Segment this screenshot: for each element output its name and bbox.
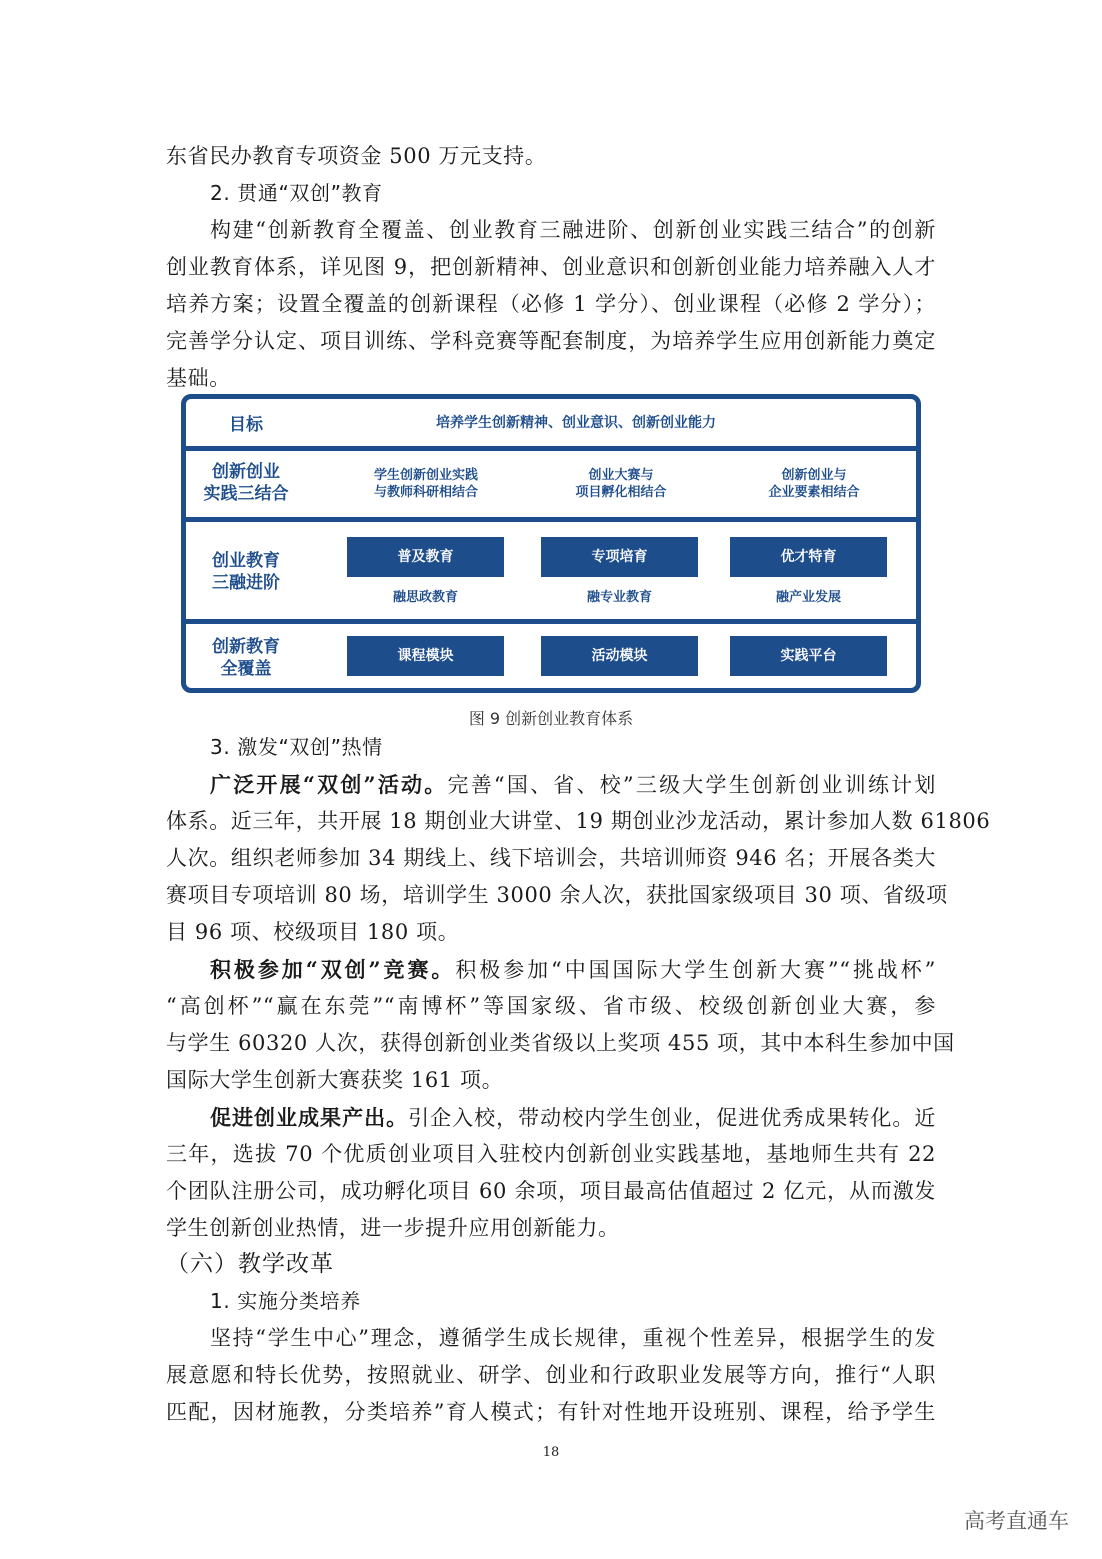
diagram-row-innovation	[186, 624, 916, 688]
para-line: 体系。近三年，共开展 18 期创业大讲堂、19 期创业沙龙活动，累计参加人数 61806	[166, 809, 991, 833]
practice-line: 创业大赛与	[588, 468, 654, 483]
para-line: 构建“创新教育全覆盖、创业教育三融进阶、创新创业实践三结合”的创新	[210, 218, 936, 242]
diagram-row-practice	[186, 451, 916, 522]
para-line: 个团队注册公司，成功孵化项目 60 余项，项目最高估值超过 2 亿元，从而激发	[166, 1179, 936, 1203]
diagram-row-goal	[186, 399, 916, 451]
lead-phrase: 促进创业成果产出。	[210, 1105, 409, 1130]
label-line: 创新创业	[212, 462, 280, 482]
lead-phrase: 广泛开展“双创”活动。	[210, 772, 448, 797]
module-box: 课程模块	[347, 636, 504, 676]
integration-text: 融思政教育	[392, 590, 458, 605]
level-box: 专项培育	[541, 537, 698, 577]
row-label-practice	[186, 461, 306, 505]
label-line: 创新教育	[212, 637, 280, 657]
lead-phrase: 积极参加“双创”竞赛。	[210, 957, 456, 982]
para-line: 基础。	[166, 366, 231, 390]
para-line: 坚持“学生中心”理念，遵循学生成长规律，重视个性差异，根据学生的发	[210, 1326, 936, 1350]
education-system-diagram	[181, 394, 921, 693]
practice-line: 创新创业与	[781, 468, 847, 483]
label-line: 实践三结合	[203, 484, 289, 504]
para-line: 展意愿和特长优势，按照就业、研学、创业和行政职业发展等方向，推行“人职	[166, 1363, 936, 1387]
para-line	[210, 951, 936, 989]
practice-item	[541, 467, 701, 501]
para-line: 国际大学生创新大赛获奖 161 项。	[166, 1068, 504, 1092]
para-line: “高创杯”“赢在东莞”“南博杯”等国家级、省市级、校级创新创业大赛，参	[166, 994, 936, 1018]
para-line: 东省民办教育专项资金 500 万元支持。	[166, 144, 547, 168]
para-line: 完善学分认定、项目训练、学科竞赛等配套制度，为培养学生应用创新能力奠定	[166, 329, 936, 353]
page-number: 18	[542, 1445, 560, 1460]
practice-line: 项目孵化相结合	[575, 485, 667, 500]
section-heading-six: （六）教学改革	[166, 1251, 334, 1277]
figure-caption: 图 9 创新创业教育体系	[468, 709, 634, 728]
practice-line: 企业要素相结合	[768, 485, 860, 500]
section-heading-3: 3. 激发“双创”热情	[210, 735, 383, 759]
para-line: 三年，选拔 70 个优质创业项目入驻校内创新创业实践基地，基地师生共有 22	[166, 1142, 936, 1166]
module-box: 实践平台	[730, 636, 887, 676]
goal-text: 培养学生创新精神、创业意识、创新创业能力	[436, 415, 716, 431]
practice-item	[734, 467, 894, 501]
para-line: 人次。组织老师参加 34 期线上、线下培训会，共培训师资 946 名；开展各类大	[166, 846, 936, 870]
row-label-entrepreneurship	[186, 550, 306, 594]
para-line: 培养方案；设置全覆盖的创新课程（必修 1 学分）、创业课程（必修 2 学分）；	[166, 292, 936, 316]
level-box: 普及教育	[347, 537, 504, 577]
diagram-row-entrepreneurship	[186, 522, 916, 624]
practice-line: 与教师科研相结合	[373, 485, 478, 500]
para-line: 匹配，因材施教，分类培养”育人模式；有针对性地开设班别、课程，给予学生	[166, 1400, 936, 1424]
para-line: 目 96 项、校级项目 180 项。	[166, 920, 460, 944]
label-line: 全覆盖	[220, 659, 272, 679]
para-line: 与学生 60320 人次，获得创新创业类省级以上奖项 455 项，其中本科生参加中国	[166, 1031, 955, 1055]
level-box: 优才特育	[730, 537, 887, 577]
para-text: 引企入校，带动校内学生创业，促进优秀成果转化。近	[408, 1106, 936, 1130]
label-line: 创业教育	[212, 551, 280, 571]
watermark: 高考直通车	[964, 1509, 1069, 1533]
integration-text: 融产业发展	[775, 590, 841, 605]
para-text: 完善“国、省、校”三级大学生创新创业训练计划	[447, 773, 936, 797]
practice-item	[346, 467, 506, 501]
module-box: 活动模块	[541, 636, 698, 676]
para-line: 学生创新创业热情，进一步提升应用创新能力。	[166, 1216, 620, 1240]
para-line: 创业教育体系，详见图 9，把创新精神、创业意识和创新创业能力培养融入人才	[166, 255, 936, 279]
integration-text: 融专业教育	[586, 590, 652, 605]
row-label-innovation	[186, 636, 306, 680]
para-line	[210, 1099, 936, 1137]
section-heading-2: 2. 贯通“双创”教育	[210, 181, 383, 205]
para-line: 赛项目专项培训 80 场，培训学生 3000 余人次，获批国家级项目 30 项、省级项	[166, 883, 948, 907]
para-text: 积极参加“中国国际大学生创新大赛”“挑战杯”	[455, 958, 936, 982]
practice-line: 学生创新创业实践	[373, 468, 478, 483]
section-heading-1: 1. 实施分类培养	[210, 1289, 361, 1313]
label-line: 三融进阶	[212, 573, 280, 593]
row-label-goal: 目标	[229, 415, 263, 435]
para-line	[210, 766, 936, 804]
